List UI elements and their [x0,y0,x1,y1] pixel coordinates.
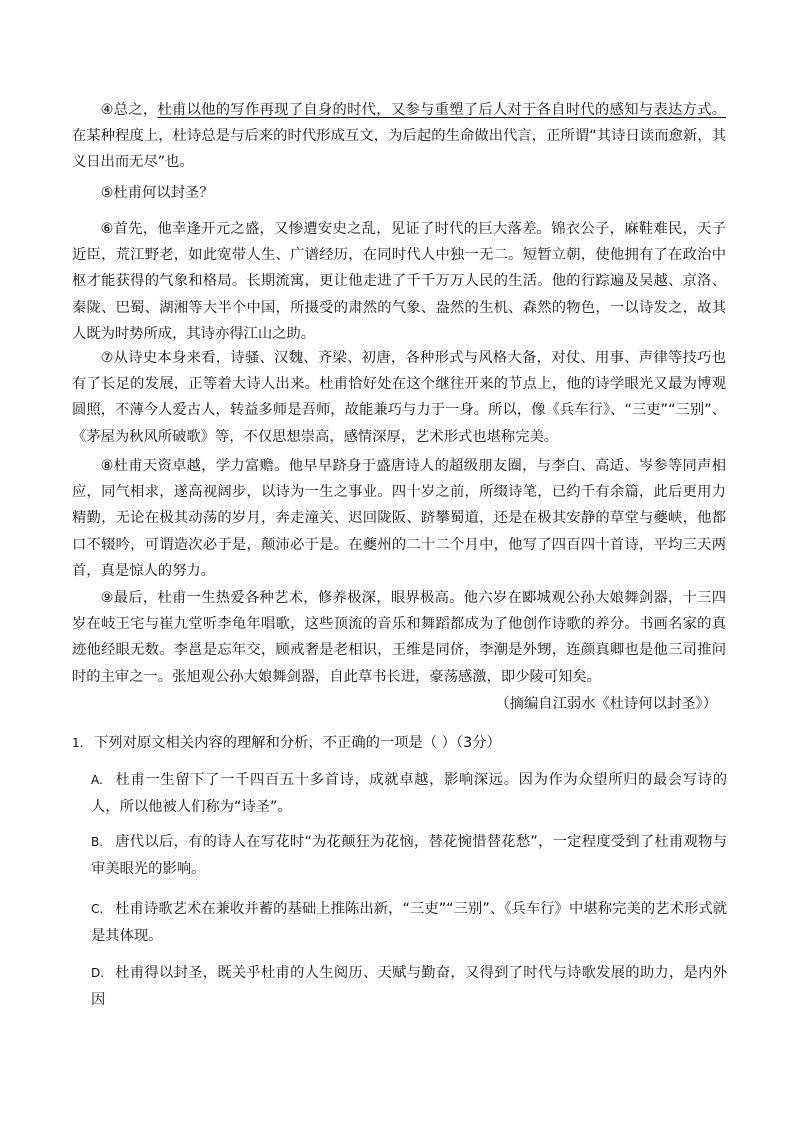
paragraph-8: ⑧杜甫天资卓越，学力富赡。他早早跻身于盛唐诗人的超级朋友圈，与李白、高适、岑参等同声相应，同气相求，遂高视阔步，以诗为一生之事业。四十岁之前，所缀诗笔，已约千有余篇，此后更用力精勤，无论在极其动荡的岁月，奔走潼关、迟回陇阪、跻攀蜀道，还是在极其安静的草堂与夔峡，他都口不辍吟，可谓造次必于是，颠沛必于是。在夔州的二十二个月中，他写了四百四十首诗，平均三天两首，真是惊人的努力。 [72,458,726,579]
paragraph-7: ⑦从诗史本身来看，诗骚、汉魏、齐梁、初唐，各种形式与风格大备，对仗、用事、声律等技巧也有了长足的发展，正等着大诗人出来。杜甫恰好处在这个继往开来的节点上，他的诗学眼光又最为博观圆照，不薄今人爱古人，转益多师是吾师，故能兼巧与力于一身。所以，像《兵车行》、“三吏”“三别”、《茅屋为秋风所破歌》等，不仅思想崇高，感情深厚，艺术形式也堪称完美。 [72,350,726,445]
paragraph-6: ⑥首先，他幸逢开元之盛，又惨遭安史之乱，见证了时代的巨大落差。锦衣公子，麻鞋难民，天子近臣，荒江野老，如此宽带人生、广谱经历，在同时代人中独一无二。短暂立朝，使他拥有了在政治中枢才能获得的气象和格局。长期流寓，更让他走进了千千万万人民的生活。他的行踪遍及吴越、京洛、秦陇、巴蜀、湖湘等大半个中国，所摄受的肃然的气象、盎然的生机、森然的物色，一以诗发之，故其人既为时势所成，其诗亦得江山之助。 [72,221,726,342]
source-citation: （摘编自江弱水《杜诗何以封圣》） [495,696,717,712]
option-c [91,896,727,950]
option-letter: C. [91,902,104,916]
paragraph-5-heading: ⑤杜甫何以封圣？ [100,185,214,201]
option-letter: B. [91,835,104,849]
option-letter: D. [91,966,105,980]
paragraph-4 [72,97,726,176]
option-letter: A. [91,773,103,787]
underlined-sentence: 杜甫以他的写作再现了自身的时代，又参与重塑了后人对于各自时代的感知与表达方式。 [157,102,726,118]
option-a [91,767,727,821]
paragraph-9: ⑨最后，杜甫一生热爱各种艺术，修养极深，眼界极高。他六岁在郾城观公孙大娘舞剑器，十三四岁在岐王宅与崔九堂听李龟年唱歌，这些顶流的音乐和舞蹈都成为了他创作诗歌的养分。书画名家的真迹他经眼无数。李邕是忘年交，顾戒奢是老相识，王维是同侪，李潮是外甥，连颜真卿也是他三司推问时的主审之一。张旭观公孙大娘舞剑器，自此草书长进，豪荡感激，即少陵可知矣。 [72,590,726,685]
question-stem [72,731,726,755]
option-d [91,960,727,1014]
question-text: 下列对原文相关内容的理解和分析，不正确的一项是（ ）（3分） [94,735,501,751]
option-b [91,829,727,883]
option-text: 杜甫诗歌艺术在兼收并蓄的基础上推陈出新，“三吏”“三别”、《兵车行》中堪称完美的艺术形式就是其体现。 [91,901,727,944]
paragraph-4-marker: ④总之， [100,102,158,118]
option-text: 杜甫一生留下了一千四百五十多首诗，成就卓越，影响深远。因为作为众望所归的最会写诗的人，所以他被人们称为“诗圣”。 [91,772,727,815]
option-text: 唐代以后，有的诗人在写花时“为花颠狂为花恼，替花惋惜替花愁”，一定程度受到了杜甫观物与审美眼光的影响。 [91,834,727,877]
option-text: 杜甫得以封圣，既关乎杜甫的人生阅历、天赋与勤奋，又得到了时代与诗歌发展的助力，是内外因 [91,965,727,1008]
paragraph-4-rest: 在某种程度上，杜诗总是与后来的时代形成互文，为后起的生命做出代言，正所谓“其诗日读而愈新，其义日出而无尽”也。 [72,128,726,171]
question-number: 1. [72,736,84,750]
